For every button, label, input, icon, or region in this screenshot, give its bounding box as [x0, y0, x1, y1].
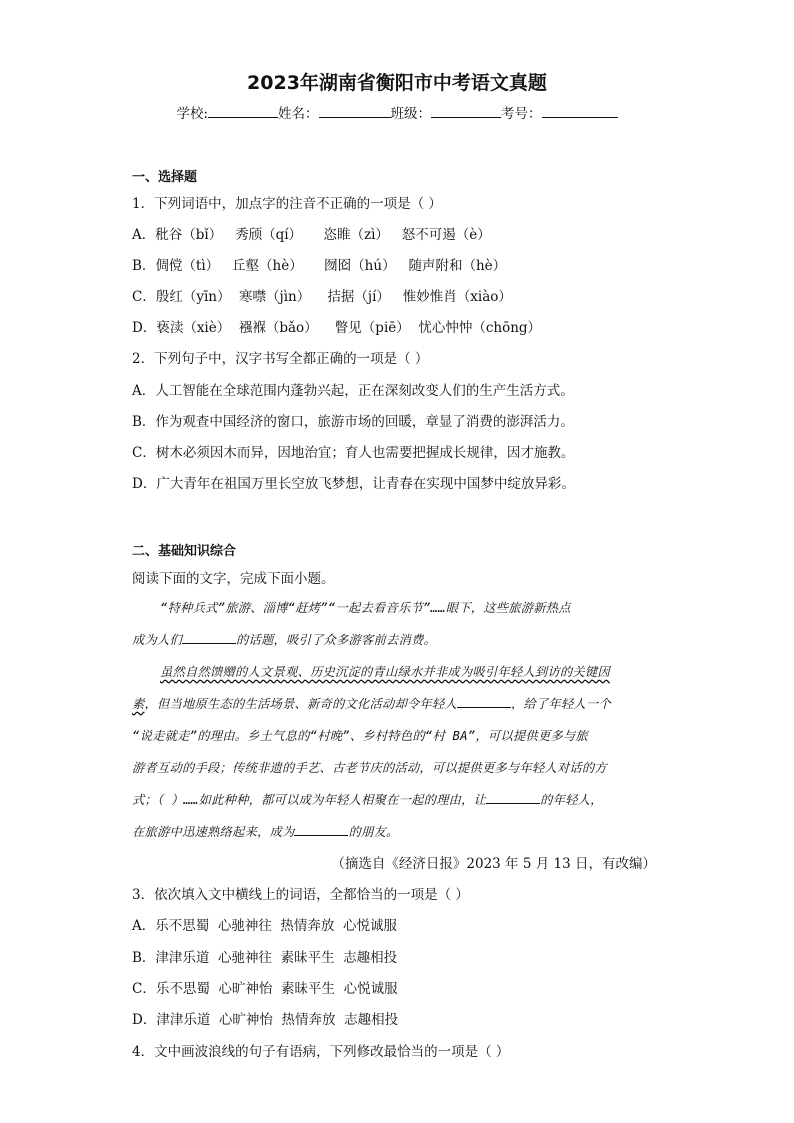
passage-text: 的朋友。: [348, 825, 399, 839]
answer-blank-3[interactable]: [486, 791, 540, 804]
passage-line-5: “说走就走”的理由。乡土气息的“村晚”、乡村特色的“村 BA”，可以提供更多与旅: [132, 729, 588, 743]
wavy-underlined-sentence: 虽然自然馈赠的人文景观、历史沉淀的青山绿水并非成为吸引年轻人到访的关键因: [160, 665, 610, 679]
q3-stem: 3．依次填入文中横线上的词语，全都恰当的一项是（ ）: [132, 887, 469, 903]
passage-text: ，给了年轻人一个: [510, 697, 611, 711]
q4-stem: 4．文中画波浪线的句子有语病，下列修改最恰当的一项是（ ）: [132, 1044, 510, 1060]
q2-option-a: A．人工智能在全球范围内蓬勃兴起，正在深刻改变人们的生产生活方式。: [132, 383, 574, 399]
school-blank[interactable]: [208, 105, 278, 118]
q3-option-b: B．津津乐道 心驰神往 素昧平生 志趣相投: [132, 950, 398, 966]
q3-option-d: D．津津乐道 心旷神怡 热情奔放 志趣相投: [132, 1012, 399, 1028]
section-1-heading: 一、选择题: [132, 170, 198, 185]
section-2-heading: 二、基础知识综合: [132, 544, 237, 559]
student-info-line: [0, 102, 794, 122]
q3-option-a: A．乐不思蜀 心驰神往 热情奔放 心悦诚服: [132, 918, 397, 934]
number-blank[interactable]: [542, 105, 618, 118]
name-label: 姓名：: [278, 106, 319, 122]
passage-text: 的话题，吸引了众多游客前去消费。: [236, 633, 436, 647]
answer-blank-2[interactable]: [457, 695, 511, 708]
passage-text: 式；（ ）……如此种种，都可以成为年轻人相聚在一起的理由，让: [132, 793, 487, 807]
answer-blank-1[interactable]: [182, 631, 236, 644]
q1-option-b: B．倜傥（tì） 丘壑（hè） 囫囵（hú） 随声附和（hè）: [132, 258, 507, 274]
wavy-underlined-sentence-end: 素: [132, 697, 145, 711]
class-label: 班级：: [390, 106, 432, 122]
passage-source: （摘选自《经济日报》2023 年 5 月 13 日，有改编）: [331, 856, 656, 872]
passage-text: 成为人们: [132, 633, 182, 647]
passage-text: 的年轻人，: [540, 793, 603, 807]
reading-instruction: 阅读下面的文字，完成下面小题。: [132, 571, 335, 587]
passage-text: ，但当地原生态的生活场景、新奇的文化活动却令年轻人: [144, 697, 457, 711]
passage-line-7: [132, 790, 660, 808]
q1-stem: 1．下列词语中，加点字的注音不正确的一项是（ ）: [132, 196, 442, 212]
class-blank[interactable]: [431, 105, 501, 118]
q2-option-b: B．作为观查中国经济的窗口，旅游市场的回暖，章显了消费的澎湃活力。: [132, 414, 574, 430]
q2-option-c: C．树木必须因木而异，因地治宜；育人也需要把握成长规律，因才施教。: [132, 445, 575, 461]
q2-stem: 2．下列句子中，汉字书写全都正确的一项是（ ）: [132, 351, 429, 367]
passage-line-6: 游者互动的手段；传统非遗的手艺、古老节庆的活动，可以提供更多与年轻人对话的方: [132, 761, 607, 775]
passage-line-3: [132, 662, 688, 680]
passage-line-4: [132, 694, 660, 712]
passage-line-2: [132, 630, 660, 648]
name-blank[interactable]: [319, 105, 391, 118]
q2-option-d: D．广大青年在祖国万里长空放飞梦想，让青春在实现中国梦中绽放异彩。: [132, 476, 575, 492]
school-label: 学校:: [176, 106, 209, 122]
q1-option-d: D．亵渎（xiè） 襁褓（bǎo） 瞥见（piē） 忧心忡忡（chōng）: [132, 320, 542, 336]
q1-option-c: C．殷红（yīn） 寒噤（jìn） 拮据（jí） 惟妙惟肖（xiào）: [132, 289, 512, 305]
q3-option-c: C．乐不思蜀 心旷神怡 素昧平生 心悦诚服: [132, 981, 398, 997]
passage-text: 在旅游中迅速熟络起来，成为: [132, 825, 295, 839]
page-title: 2023年湖南省衡阳市中考语文真题: [247, 72, 547, 94]
number-label: 考号：: [501, 106, 542, 122]
q1-option-a: A．秕谷（bǐ） 秀颀（qí） 恣睢（zì） 怒不可遏（è）: [132, 227, 491, 243]
answer-blank-4[interactable]: [294, 823, 348, 836]
passage-line-1: “特种兵式”旅游、淄博“赶烤”“一起去看音乐节”……眼下，这些旅游新热点: [160, 601, 571, 615]
passage-line-8: [132, 822, 660, 840]
